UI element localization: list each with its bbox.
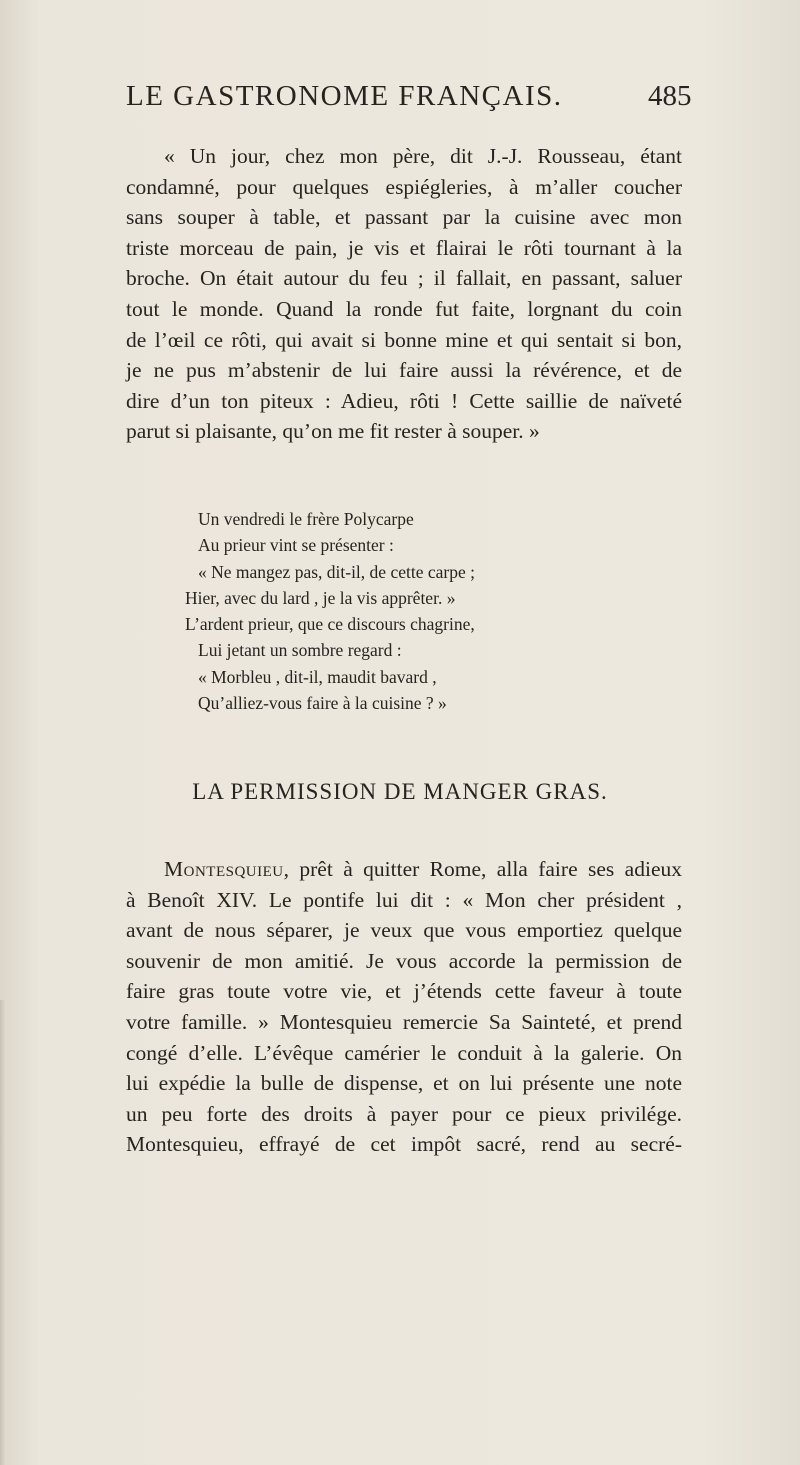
- verse-line: Hier, avec du lard , je la vis apprêter. »: [185, 587, 456, 608]
- verse-line: Au prieur vint se présenter :: [198, 535, 394, 556]
- paragraph-line: Montesquieu, effrayé de cet impôt sacré, rend au secré-: [126, 1132, 682, 1157]
- paragraph-line: votre famille. » Montesquieu remercie Sa Sainteté, et prend: [126, 1009, 682, 1034]
- paragraph-line: congé d’elle. L’évêque camérier le conduit à la galerie. On: [126, 1040, 682, 1065]
- paragraph-line: tout le monde. Quand la ronde fut faite, lorgnant du coin: [126, 296, 682, 321]
- paragraph-line: je ne pus m’abstenir de lui faire aussi la révérence, et de: [126, 358, 682, 383]
- first-line-rest: , prêt à quitter Rome, alla faire ses adieux: [283, 857, 682, 881]
- paragraph-line: « Un jour, chez mon père, dit J.-J. Rousseau, étant: [164, 144, 682, 168]
- paragraph-line: dire d’un ton piteux : Adieu, rôti ! Cette saillie de naïveté: [126, 388, 682, 413]
- verse-line: « Morbleu , dit-il, maudit bavard ,: [198, 666, 437, 687]
- verse-line: « Ne mangez pas, dit-il, de cette carpe ;: [198, 561, 475, 582]
- paragraph-line: triste morceau de pain, je vis et flairai le rôti tournant à la: [126, 235, 682, 260]
- verse-line: Qu’alliez-vous faire à la cuisine ? »: [198, 693, 447, 714]
- paragraph-line: sans souper à table, et passant par la cuisine avec mon: [126, 205, 682, 230]
- verse-line: L’ardent prieur, que ce discours chagrine,: [185, 614, 475, 635]
- section-heading: LA PERMISSION DE MANGER GRAS.: [192, 779, 608, 804]
- verse-line: Un vendredi le frère Polycarpe: [198, 509, 414, 529]
- paragraph-line: souvenir de mon amitié. Je vous accorde la permission de: [126, 948, 682, 973]
- paragraph-line: condamné, pour quelques espiégleries, à m’aller coucher: [126, 174, 682, 199]
- verse-block: [0, 506, 800, 716]
- page-header: [0, 80, 800, 120]
- paragraph-line: avant de nous séparer, je veux que vous emportiez quelque: [126, 918, 682, 943]
- paragraph-line: à Benoît XIV. Le pontife lui dit : « Mon cher président ,: [126, 887, 682, 912]
- paragraph-line: broche. On était autour du feu ; il fallait, en passant, saluer: [126, 266, 682, 291]
- paragraph-line: faire gras toute votre vie, et j’étends cette faveur à toute: [126, 979, 682, 1004]
- rousseau-paragraph: [126, 141, 682, 447]
- page-number: 485: [648, 80, 692, 112]
- paragraph-line: de l’œil ce rôti, qui avait si bonne mine et qui sentait si bon,: [126, 327, 682, 352]
- paragraph-line: parut si plaisante, qu’on me fit rester à souper. »: [126, 419, 540, 444]
- verse-line: Lui jetant un sombre regard :: [198, 640, 402, 661]
- paragraph-line: lui expédie la bulle de dispense, et on lui présente une note: [126, 1071, 682, 1096]
- running-title: LE GASTRONOME FRANÇAIS.: [126, 80, 563, 112]
- lead-word: Montesquieu: [164, 857, 284, 881]
- page-fold-shadow: [0, 1000, 6, 1465]
- montesquieu-paragraph: [126, 854, 682, 1160]
- paragraph-line: [126, 854, 682, 885]
- paragraph-line: un peu forte des droits à payer pour ce pieux privilége.: [126, 1101, 682, 1126]
